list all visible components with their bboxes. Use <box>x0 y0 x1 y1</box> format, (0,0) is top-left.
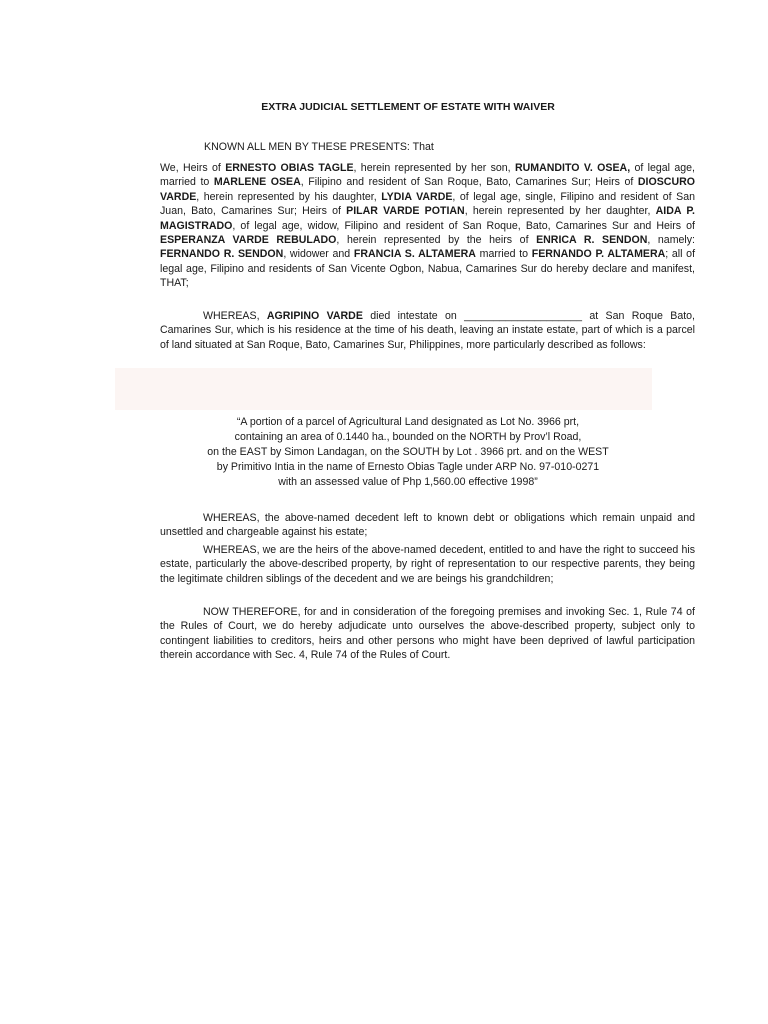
bold-name: FERNANDO P. ALTAMERA <box>531 248 666 261</box>
text-segment: WHEREAS, we are the heirs of the above-named decedent, entitled to and have the right to succeed his estate, particularly the above-described property, by right of representation to our respective parents, they being the legitimate children siblings of the decedent and we are beings his grandchildren; <box>160 544 695 585</box>
bold-name: ESPERANZA VARDE REBULADO <box>160 234 337 247</box>
text-segment: ; all of legal age, Filipino and residents of San Vicente Ogbon, Nabua, Camarines Sur do hereby declare and manifest, THAT; <box>160 248 696 290</box>
bold-name: ERNESTO OBIAS TAGLE <box>225 162 354 174</box>
text-segment: , namely: <box>647 234 696 247</box>
intro-line: KNOWN ALL MEN BY THESE PRESENTS: That <box>204 141 434 153</box>
text-segment: , herein represented by her son, <box>353 162 515 174</box>
bold-name: DIOSCURO VARDE <box>160 176 695 203</box>
text-segment: WHEREAS, the above-named decedent left to known debt or obligations which remain unpaid and unsettled and chargeable against his estate; <box>160 512 695 539</box>
text-segment: , of legal age, widow, Filipino and resident of San Roque, Bato, Camarines Sur and Heirs of <box>232 219 695 232</box>
property-line: on the EAST by Simon Landagan, on the SOUTH by Lot . 3966 prt. and on the WEST <box>207 446 609 458</box>
highlight-band <box>115 368 652 410</box>
bold-name: FRANCIA S. ALTAMERA <box>353 248 476 261</box>
property-line: with an assessed value of Php 1,560.00 effective 1998” <box>278 476 538 488</box>
bold-name: FERNANDO R. SENDON <box>160 248 284 261</box>
document-title: EXTRA JUDICIAL SETTLEMENT OF ESTATE WITH WAIVER <box>261 101 555 113</box>
property-line: “A portion of a parcel of Agricultural Land designated as Lot No. 3966 prt, <box>236 416 580 428</box>
text-segment: , widower and <box>283 248 354 261</box>
bold-name: LYDIA VARDE <box>381 190 453 203</box>
whereas-heirs-paragraph <box>160 543 695 586</box>
bold-name: AIDA P. MAGISTRADO <box>160 205 695 232</box>
text-segment: NOW THEREFORE, for and in consideration of the foregoing premises and invoking Sec. 1, Rule 74 of the Rules of Court, we do hereby adjudicate unto ourselves the above-described property, subject only to contingent liabilities to creditors, heirs and other persons who might have been deprived of lawful participation therein accordance with Sec. 4, Rule 74 of the Rules of Court. <box>160 606 695 662</box>
text-segment: died intestate on ____________________ at San Roque Bato, Camarines Sur, which is his residence at the time of his death, leaving an instate estate, part of which is a parcel of land situated at San Roque, Bato, Camarines Sur, Philippines, more particularly described as follows: <box>160 310 695 351</box>
now-therefore-paragraph <box>160 605 695 663</box>
bold-name: RUMANDITO V. OSEA, <box>514 162 631 174</box>
text-segment: of legal age, married to <box>160 162 695 189</box>
bold-name: PILAR VARDE POTIAN <box>346 205 465 218</box>
text-segment: , herein represented by her daughter, <box>464 205 656 218</box>
text-segment: , of legal age, single, Filipino and resident of San Juan, Bato, Camarines Sur; Heirs of <box>160 190 695 218</box>
text-segment: , Filipino and resident of San Roque, Bato, Camarines Sur; Heirs of <box>300 176 638 189</box>
text-segment: WHEREAS, <box>203 310 267 322</box>
whereas-debts-paragraph <box>160 511 695 540</box>
bold-name: ENRICA R. SENDON <box>536 234 648 247</box>
parties-paragraph <box>160 161 695 291</box>
text-segment: , herein represented by the heirs of <box>336 234 537 247</box>
bold-name: MARLENE OSEA <box>213 176 301 189</box>
text-segment: We, Heirs of <box>160 162 226 174</box>
bold-name: AGRIPINO VARDE <box>266 310 363 322</box>
property-description <box>160 415 656 490</box>
text-segment: married to <box>475 248 532 261</box>
text-segment: , herein represented by his daughter, <box>196 190 382 203</box>
whereas-decedent-paragraph <box>160 309 695 352</box>
property-line: containing an area of 0.1440 ha., bounded on the NORTH by Prov’l Road, <box>234 431 582 443</box>
property-line: by Primitivo Intia in the name of Ernesto Obias Tagle under ARP No. 97-010-0271 <box>216 461 600 473</box>
